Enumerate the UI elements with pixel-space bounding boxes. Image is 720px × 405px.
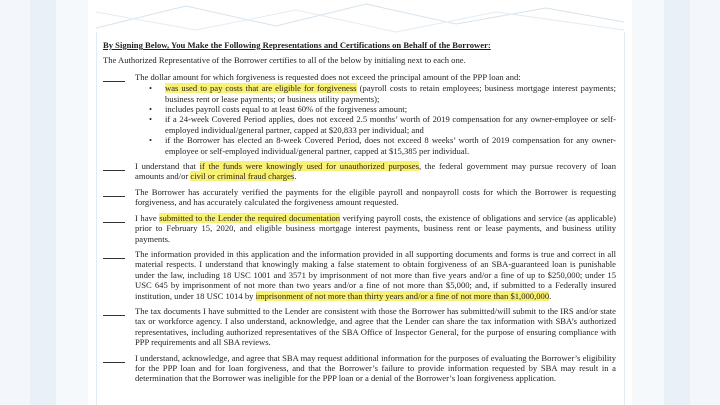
certification-item-3: The Borrower has accurately verified the payments for the eligible payroll and nonpayroll costs for which the Borrower is requesting forgiveness, and has accurately calculated the forgiveness amount requested. [103, 187, 616, 208]
certification-item-7: I understand, acknowledge, and agree that SBA may request additional information for the purposes of evaluating the Borrower’s eligibility for the PPP loan and for loan forgiveness, and that the Borrower’s failure to provide information requested by SBA may result in a determination that the Borrower was ineligible for the PPP loan or a denial of the Borrower’s loan forgiveness application. [103, 353, 616, 384]
bullet-eligible-costs: • was used to pay costs that are eligible for forgiveness (payroll costs to retain employees; business mortgage interest payments; business rent or lease payments; or business utility payments); [135, 83, 616, 104]
document-intro: The Authorized Representative of the Borrower certifies to all of the below by initialing next to each one. [103, 55, 466, 66]
top-decorative-lines [96, 0, 624, 36]
initial-line[interactable] [103, 354, 125, 363]
bullet-24-week: • if a 24-week Covered Period applies, does not exceed 2.5 months’ worth of 2019 compensation for any owner-employee or self-employed individual/general partner, capped at $20,833 per individual; and [135, 114, 616, 135]
highlighted-text: submitted to the Lender the required documentation [159, 212, 341, 223]
certification-document [103, 40, 616, 405]
bullet-8-week: • if the Borrower has elected an 8-week Covered Period, does not exceed 8 weeks’ worth of 2019 compensation for any owner-employee or self-employed individual/general partner, capped at $15,385 per individual. [135, 135, 616, 156]
initial-line[interactable] [103, 188, 125, 197]
certification-item-1 [103, 72, 616, 156]
initial-line[interactable] [103, 214, 125, 223]
certification-item-6: The tax documents I have submitted to the Lender are consistent with those the Borrower has submitted/will submit to the IRS and/or state tax or workforce agency. I also understand, acknowledge, and agree that the Lender can share the tax information with SBA’s authorized representatives, including authorized representatives of the SBA Office of Inspector General, for the purpose of ensuring compliance with PPP requirements and all SBA reviews. [103, 306, 616, 348]
highlighted-text: if the funds were knowingly used for unauthorized purposes [199, 161, 419, 172]
certification-item-5: The information provided in this application and the information provided in all supporting documents and forms is true and correct in all material respects. I understand that knowingly making a false statement to obtain forgiveness of an SBA-guaranteed loan is punishable under the law, including 18 USC 1001 and 3571 by imprisonment of not more than five years and/or a fine of up to $250,000; under 15 USC 645 by imprisonment of not more than two years and/or a fine of not more than $5,000; and, if submitted to a Federally insured institution, under 18 USC 1014 by imprisonment of not more than thirty years and/or a fine of not more than $1,000,000. [103, 249, 616, 301]
initial-line[interactable] [103, 73, 125, 82]
item-1-lead: The dollar amount for which forgiveness is requested does not exceed the principal amount of the PPP loan and: [135, 71, 521, 82]
initial-line[interactable] [103, 162, 125, 171]
highlighted-text: imprisonment of not more than thirty years and/or a fine of not more than $1,000,000 [255, 290, 550, 301]
certification-item-4: I have submitted to the Lender the required documentation verifying payroll costs, the existence of obligations and service (as applicable) prior to February 15, 2020, and eligible business mortgage interest payments, business rent or lease payments, and business utility payments. [103, 213, 616, 244]
initial-line[interactable] [103, 250, 125, 259]
right-decorative-panel [632, 0, 720, 405]
item-1-bullets [135, 83, 616, 156]
certification-item-2: I understand that if the funds were knowingly used for unauthorized purposes, the federal government may pursue recovery of loan amounts and/or civil or criminal fraud charges. [103, 161, 616, 182]
left-decorative-panel [0, 0, 88, 405]
initial-line[interactable] [103, 307, 125, 316]
bullet-payroll-share: • includes payroll costs equal to at least 60% of the forgiveness amount; [135, 104, 616, 114]
document-heading: By Signing Below, You Make the Following Representations and Certifications on Behalf of the Borrower: [103, 40, 491, 50]
highlighted-text: was used to pay costs that are eligible for forgiveness [165, 83, 357, 94]
highlighted-text: civil or criminal fraud charges [190, 171, 295, 182]
